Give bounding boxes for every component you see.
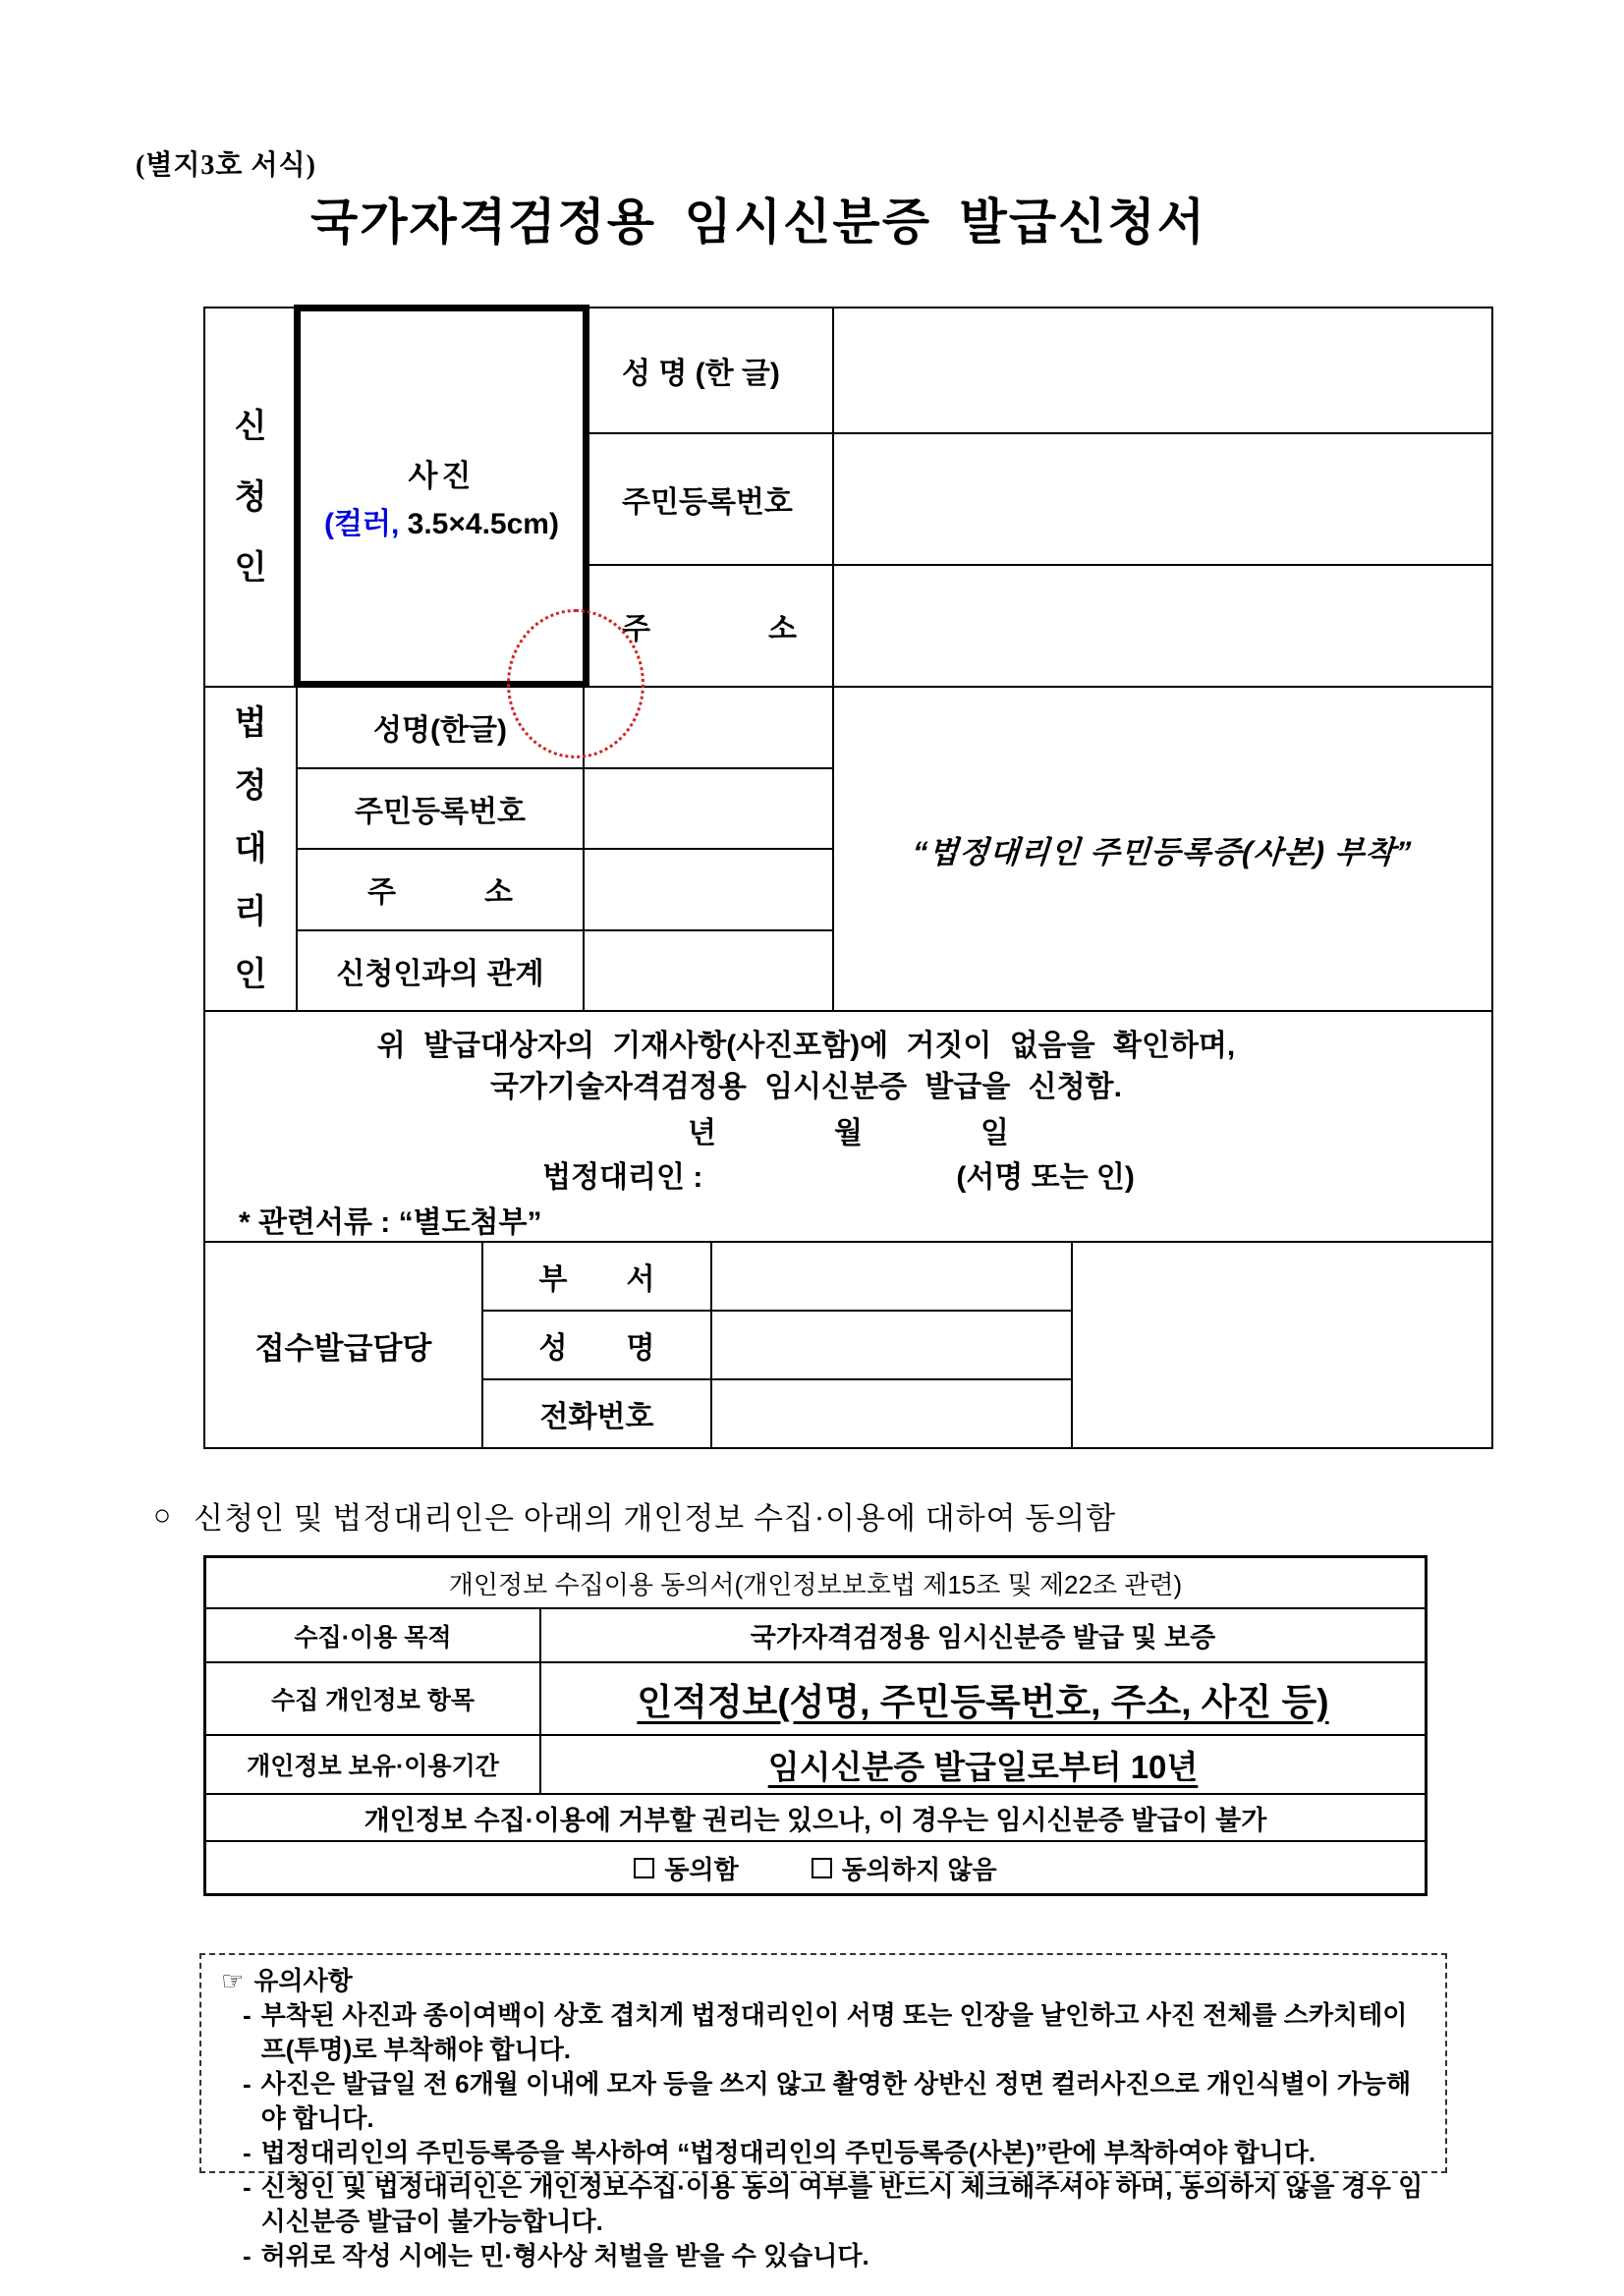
guardian-section-label: 법정대리인 xyxy=(234,704,267,993)
agree-label: 동의함 xyxy=(664,1854,739,1884)
guardian-relation-value-cell[interactable] xyxy=(585,931,832,1011)
note-text: 사진은 발급일 전 6개월 이내에 모자 등을 쓰지 않고 촬영한 상반신 정면 컬러사진으로 개인식별이 가능해야 합니다. xyxy=(260,2069,1412,2133)
declaration-line-1: 위 발급대상자의 기재사항(사진포함)에 거짓이 없음을 확인하며, xyxy=(376,1030,1236,1062)
consent-purpose-label: 수집·이용 목적 xyxy=(206,1609,541,1661)
consent-items-label: 수집 개인정보 항목 xyxy=(206,1663,541,1734)
declaration-line-2: 국가기술자격검정용 임시신분증 발급을 신청함. xyxy=(490,1071,1122,1103)
staff-department-value-cell[interactable] xyxy=(712,1243,1071,1310)
consent-items-row xyxy=(206,1663,1425,1736)
consent-statement-text: 신청인 및 법정대리인은 아래의 개인정보 수집·이용에 대하여 동의함 xyxy=(194,1501,1117,1536)
consent-period-value: 임시신분증 발급일로부터 10년 xyxy=(767,1748,1199,1785)
applicant-name-label: 성 명 (한 글) xyxy=(588,308,834,432)
applicant-fields xyxy=(588,308,1491,686)
consent-period-row xyxy=(206,1736,1425,1795)
privacy-consent-table xyxy=(203,1555,1428,1896)
applicant-rrn-label: 주민등록번호 xyxy=(588,434,834,564)
note-item xyxy=(221,2239,1429,2273)
guardian-section xyxy=(205,688,1491,1012)
notes-box xyxy=(199,1953,1447,2270)
note-item xyxy=(221,2170,1429,2239)
consent-table-header: 개인정보 수집이용 동의서(개인정보보호법 제15조 및 제22조 관련) xyxy=(206,1558,1425,1609)
consent-purpose-row xyxy=(206,1609,1425,1663)
guardian-id-attach-area[interactable] xyxy=(834,688,1491,1010)
disagree-choice[interactable] xyxy=(812,1850,997,1886)
applicant-section-label: 신청인 xyxy=(234,408,267,587)
note-dash: - xyxy=(243,2000,252,2030)
page-title: 국가자격검정용 임시신분증 발급신청서 xyxy=(309,195,1207,250)
staff-phone-value-cell[interactable] xyxy=(712,1380,1071,1447)
notes-heading-row xyxy=(221,1963,1429,1998)
guardian-address-label: 주 소 xyxy=(298,850,585,929)
note-item xyxy=(221,2136,1429,2170)
signature-line xyxy=(205,1157,1491,1199)
receipt-staff-extra-cell[interactable] xyxy=(1073,1243,1491,1447)
application-form-table xyxy=(203,307,1493,1449)
note-dash: - xyxy=(243,2172,252,2202)
signer-label: 법정대리인 : xyxy=(542,1161,703,1194)
photo-spec-color: (컬러, xyxy=(324,507,400,540)
notes-heading: 유의사항 xyxy=(253,1966,353,1995)
applicant-address-row xyxy=(588,566,1491,686)
related-documents-note: * 관련서류 : “별도첨부” xyxy=(239,1206,542,1239)
staff-phone-row xyxy=(483,1380,1071,1447)
note-item xyxy=(221,2067,1429,2136)
staff-department-row xyxy=(483,1243,1071,1312)
applicant-rrn-value-cell[interactable] xyxy=(834,434,1491,564)
consent-purpose-value: 국가자격검정용 임시신분증 발급 및 보증 xyxy=(750,1623,1216,1652)
receipt-staff-section-label: 접수발급담당 xyxy=(205,1243,483,1447)
receipt-staff-section xyxy=(205,1243,1491,1447)
note-item xyxy=(221,1998,1429,2067)
photo-spec-size: 3.5×4.5cm) xyxy=(399,507,559,540)
guardian-relation-label: 신청인과의 관계 xyxy=(298,931,585,1011)
circle-bullet-icon: ○ xyxy=(153,1498,173,1532)
receipt-staff-fields xyxy=(483,1243,1073,1447)
applicant-address-value-cell[interactable] xyxy=(834,566,1491,686)
applicant-name-row xyxy=(588,308,1491,434)
note-text: 법정대리인의 주민등록증을 복사하여 “법정대리인의 주민등록증(사본)”란에 부착하여야 합니다. xyxy=(260,2138,1316,2167)
guardian-relation-row xyxy=(298,931,832,1011)
consent-refusal-note: 개인정보 수집·이용에 거부할 권리는 있으나, 이 경우는 임시신분증 발급이 불가 xyxy=(206,1795,1425,1842)
checkbox-agree[interactable] xyxy=(634,1858,654,1878)
guardian-name-label: 성명(한글) xyxy=(298,688,585,767)
note-text: 부착된 사진과 종이여백이 상호 겹치게 법정대리인이 서명 또는 인장을 날인하고 사진 전체를 스카치테이프(투명)로 부착해야 합니다. xyxy=(260,2000,1408,2064)
applicant-rrn-row xyxy=(588,434,1491,566)
consent-statement xyxy=(153,1493,1116,1538)
note-dash: - xyxy=(243,2138,252,2167)
staff-phone-label: 전화번호 xyxy=(483,1380,712,1447)
guardian-rrn-label: 주민등록번호 xyxy=(298,769,585,849)
applicant-address-label: 주 소 xyxy=(588,566,834,686)
applicant-section-label-cell xyxy=(205,308,298,686)
staff-department-label: 부 서 xyxy=(483,1243,712,1310)
consent-items-value: 인적정보(성명, 주민등록번호, 주소, 사진 등) xyxy=(637,1682,1329,1722)
declaration-date-line[interactable]: 년 월 일 xyxy=(688,1117,1009,1149)
applicant-section xyxy=(205,308,1491,688)
checkbox-disagree[interactable] xyxy=(812,1858,832,1878)
guardian-address-value-cell[interactable] xyxy=(585,850,832,929)
staff-name-label: 성 명 xyxy=(483,1312,712,1378)
signature-hint[interactable]: (서명 또는 인) xyxy=(956,1161,1135,1194)
note-text: 허위로 작성 시에는 민·형사상 처벌을 받을 수 있습니다. xyxy=(260,2241,869,2270)
agree-choice[interactable] xyxy=(634,1850,738,1886)
guardian-id-attach-note: “법정대리인 주민등록증(사본) 부착” xyxy=(912,834,1414,869)
guardian-rrn-row xyxy=(298,769,832,851)
form-code: (별지3호 서식) xyxy=(136,150,316,181)
applicant-name-value-cell[interactable] xyxy=(834,308,1491,432)
consent-choices-row xyxy=(206,1842,1425,1893)
guardian-section-label-cell xyxy=(205,688,298,1010)
consent-period-label: 개인정보 보유·이용기간 xyxy=(206,1736,541,1793)
guardian-rrn-value-cell[interactable] xyxy=(585,769,832,849)
staff-name-row xyxy=(483,1312,1071,1380)
disagree-label: 동의하지 않음 xyxy=(841,1854,997,1884)
note-dash: - xyxy=(243,2241,252,2270)
note-text: 신청인 및 법정대리인은 개인정보수집·이용 동의 여부를 반드시 체크해주셔야 하며, 동의하지 않을 경우 임시신분증 발급이 불가능합니다. xyxy=(260,2172,1424,2236)
photo-label: 사진 xyxy=(408,458,476,493)
pointing-hand-icon: ☞ xyxy=(221,1966,245,1995)
stamp-guide-circle xyxy=(507,609,644,758)
guardian-address-row xyxy=(298,850,832,931)
note-dash: - xyxy=(243,2069,252,2099)
photo-spec xyxy=(324,499,559,542)
declaration-section xyxy=(205,1012,1491,1243)
staff-name-value-cell[interactable] xyxy=(712,1312,1071,1378)
